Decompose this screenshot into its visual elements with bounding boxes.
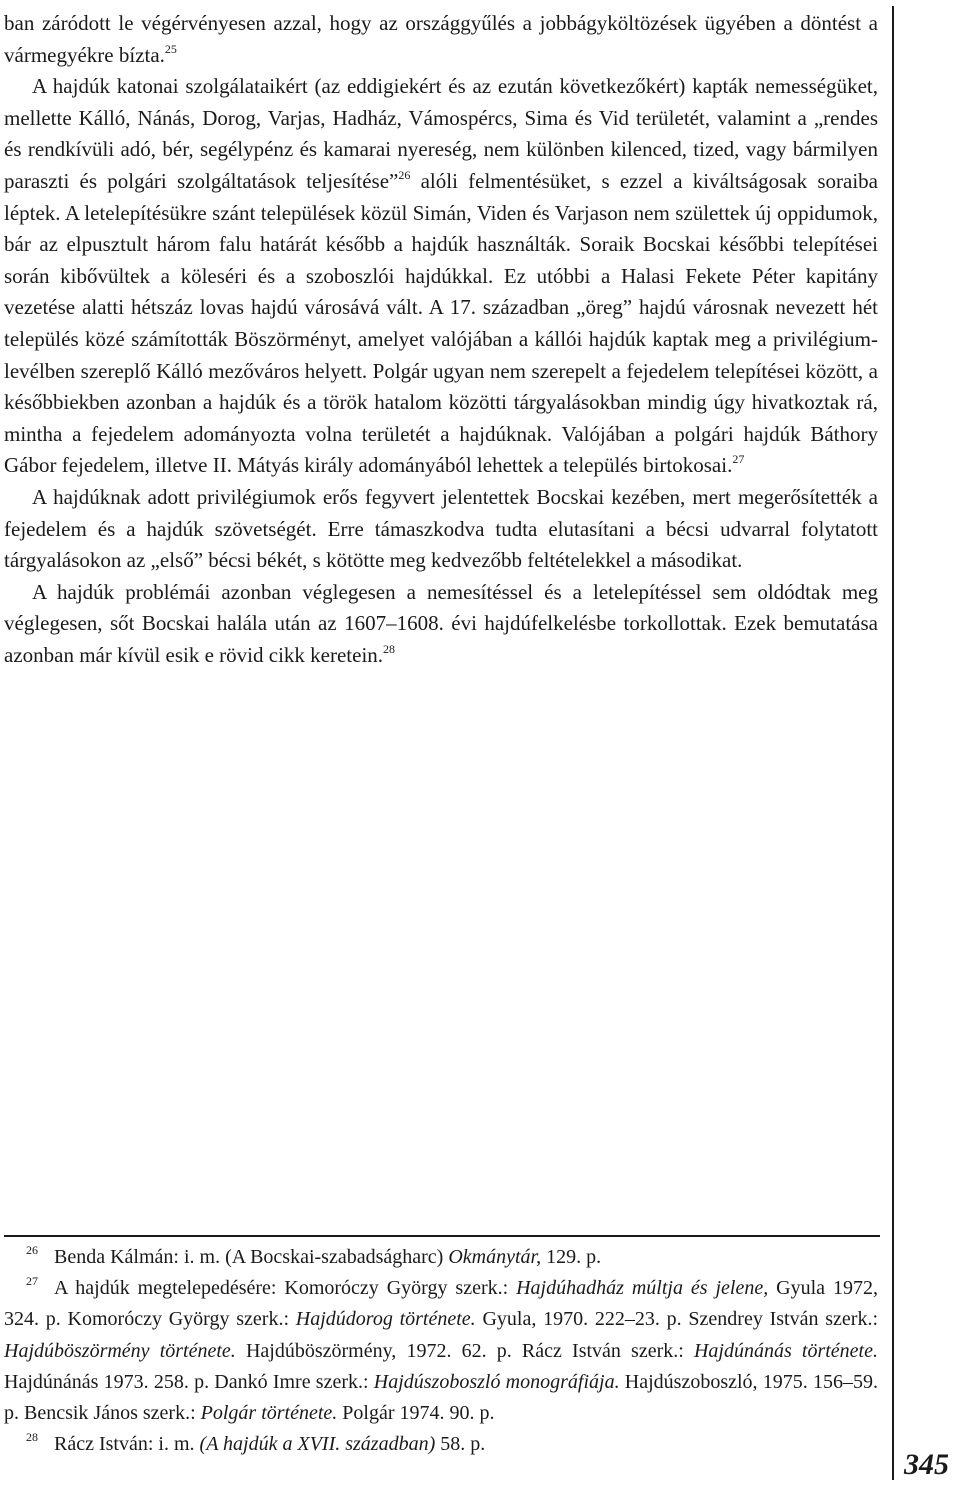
paragraph-4 xyxy=(4,577,878,672)
footnote-text: A hajdúk megtelepedésére: Komoróczy György szerk.: xyxy=(54,1277,517,1300)
margin-rule xyxy=(892,6,894,1480)
paragraph-text: alóli felmentésüket, s ezzel a kiváltságosak soraiba léptek. A letelepítésükre szánt települések közül Simán, Viden és Varjason nem születtek új oppidumok, bár az elpusztult három falu határát később a hajdúk használták. Soraik Bocskai későbbi telepítései során kibővültek a köleséri és a szoboszlói hajdúkkal. Ez utóbbi a Halasi Fekete Péter kapitány vezetése alatti hétszáz lovas hajdú városává vált. A 17. században „öreg” hajdú városnak nevezett hét település közé számították Böszörményt, amelyet valójában a kállói hajdúk kaptak meg a privilégium-levélben szereplő Kálló mezőváros helyett. Polgár ugyan nem szerepelt a fejedelem telepítései között, a későbbiekben azonban a hajdúk és a török hatalom közötti tárgyalásokban mindig úgy hivatkoztak rá, mintha a fejedelem adományozta volna területét a hajdúknak. Valójában a polgári hajdúk Báthory Gábor fejedelem, illetve II. Mátyás király adományából lehettek a település birtokosai. xyxy=(4,168,878,478)
footnote-title: Hajdúszoboszló monográfiája. xyxy=(373,1370,620,1393)
footnote-title: (A hajdúk a XVII. században) xyxy=(199,1433,436,1456)
footnote-26 xyxy=(4,1242,878,1273)
paragraph-1 xyxy=(4,8,878,71)
footnote-title: Okmánytár, xyxy=(448,1246,542,1268)
paragraph-3 xyxy=(4,482,878,577)
footnote-text: Benda Kálmán: i. m. (A Bocskai-szabadságharc) xyxy=(54,1246,449,1268)
footnote-text: Gyula 1972, 324. p. Komoróczy György szerk.: xyxy=(4,1277,878,1331)
footnote-number: 28 xyxy=(26,1430,38,1445)
footnote-text: Gyula, 1970. 222–23. p. Szendrey István szerk.: xyxy=(475,1308,879,1331)
main-text xyxy=(4,8,878,671)
footnote-number: 27 xyxy=(26,1274,38,1289)
footnote-text: 58. p. xyxy=(435,1433,486,1456)
footnote-divider xyxy=(4,1235,880,1237)
paragraph-text: A hajdúk katonai szolgálataikért (az eddigiekért és az ezután következőkért) kapták nemességüket, mellette Kálló, Nánás, Dorog, Varjas, Hadház, Vámospércs, Sima és Vid területét, valamint a „rendes és rendkívüli adó, bér, segélypénz és kamarai nyereség, nem különben kilenced, tized, vagy bármilyen paraszti és polgári szolgáltatások teljesítése” xyxy=(4,74,878,193)
footnote-number: 26 xyxy=(26,1243,38,1257)
footnote-text: Hajdúszoboszló, 1975. 156–59. p. Bencsik János szerk.: xyxy=(4,1370,878,1425)
footnote-title: Hajdúnánás története. xyxy=(693,1339,878,1362)
paragraph-text: ban záródott le végérvényesen azzal, hogy az országgyűlés a jobbágyköltözések ügyében a döntést a vármegyékre bízta. xyxy=(4,11,878,67)
footnote-ref-26: 26 xyxy=(398,167,411,182)
footnote-text: 129. p. xyxy=(541,1246,602,1268)
footnote-text: Rácz István: i. m. xyxy=(54,1433,200,1456)
footnotes xyxy=(4,1242,878,1460)
paragraph-text: A hajdúknak adott privilégiumok erős fegyvert jelentettek Bocskai kezében, mert megerősítették a fejedelem és a hajdúk szövetségét. Erre támaszkodva tudta elutasítani a bécsi udvarral folytatott tárgyalásokon az „első” bécsi békét, s kötötte meg kedvezőbb feltételekkel a másodikat. xyxy=(4,484,878,573)
footnote-28 xyxy=(4,1429,878,1460)
footnote-text: Hajdúböszörmény, 1972. 62. p. Rácz István szerk.: xyxy=(235,1339,694,1362)
footnote-title: Polgár története. xyxy=(200,1402,338,1425)
footnote-title: Hajdúdorog története. xyxy=(295,1308,476,1331)
footnote-text: Hajdúnánás 1973. 258. p. Dankó Imre szerk.: xyxy=(4,1370,374,1393)
footnote-ref-28: 28 xyxy=(383,641,396,656)
page-number: 345 xyxy=(904,1448,949,1481)
footnote-text: Polgár 1974. 90. p. xyxy=(337,1402,495,1425)
footnote-title: Hajdúhadház múltja és jelene, xyxy=(516,1277,769,1300)
footnote-ref-27: 27 xyxy=(732,452,745,467)
paragraph-2 xyxy=(4,71,878,482)
footnote-title: Hajdúböszörmény története. xyxy=(4,1339,236,1362)
paragraph-text: A hajdúk problémái azonban véglegesen a nemesítéssel és a letelepítéssel sem oldódtak meg véglegesen, sőt Bocskai halála után az 1607–1608. évi hajdúfelkelésbe torkollottak. Ezek bemutatása azonban már kívül esik e rövid cikk keretein. xyxy=(4,579,878,667)
footnote-ref-25: 25 xyxy=(164,41,177,56)
footnote-27 xyxy=(4,1273,878,1429)
